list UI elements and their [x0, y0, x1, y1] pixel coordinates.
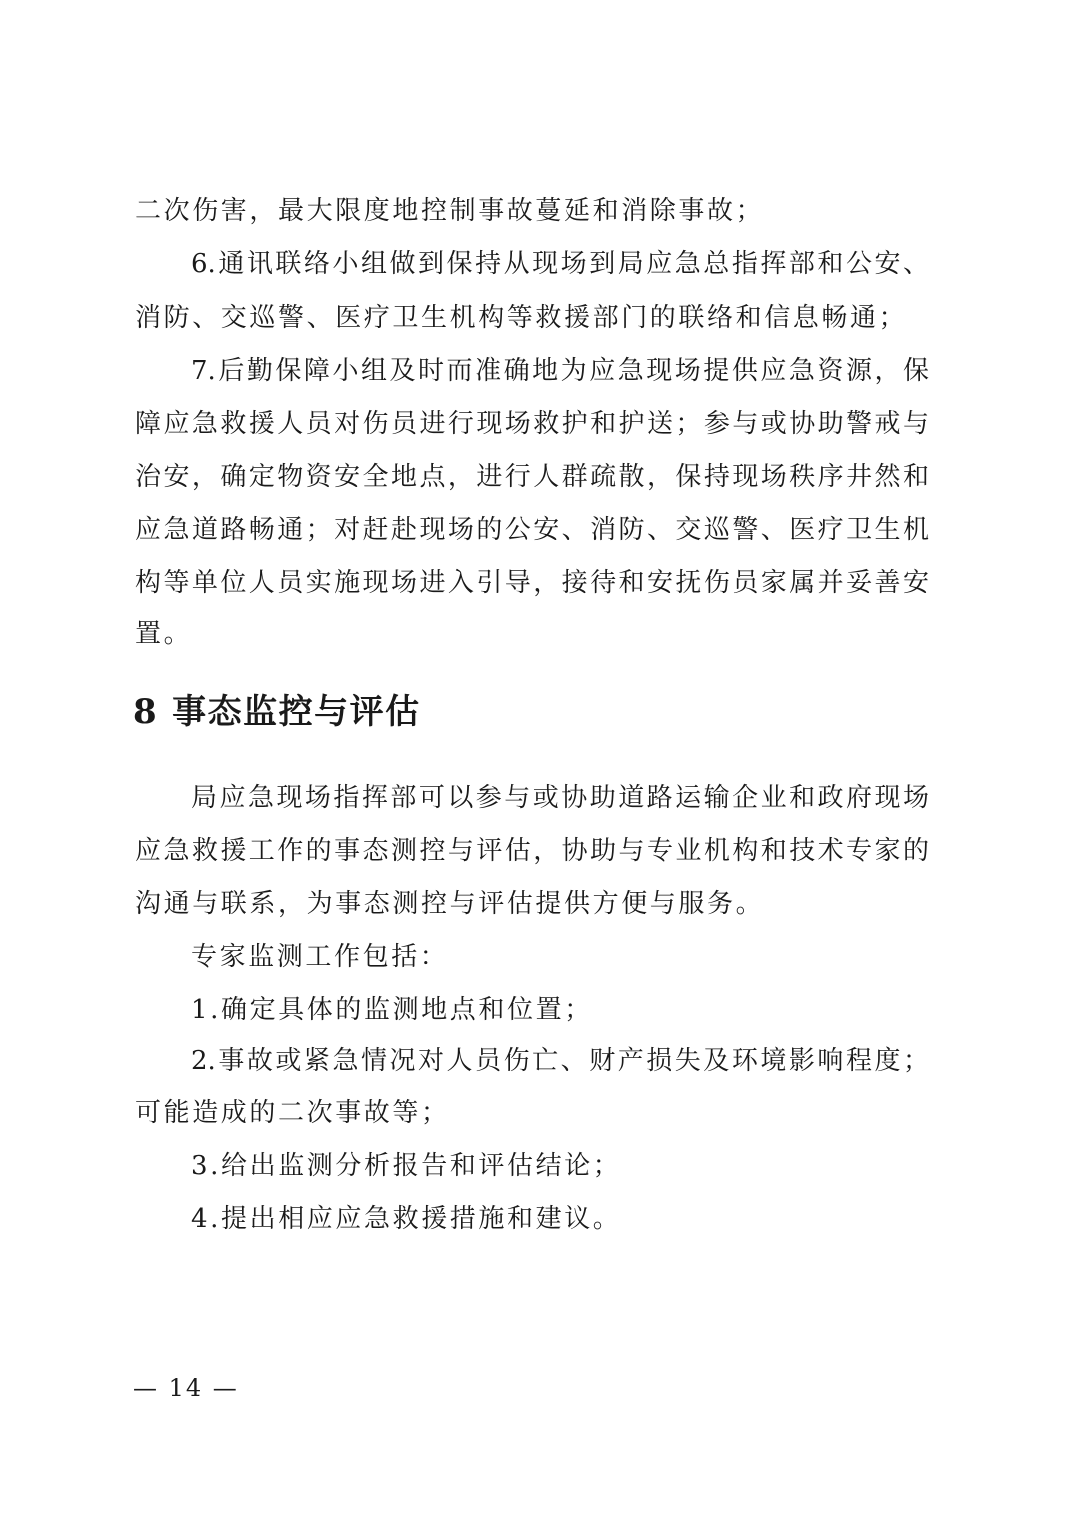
- section-title: 事态监控与评估: [172, 692, 421, 732]
- body-line: 应急救援工作的事态测控与评估，协助与专业机构和技术专家的: [135, 836, 929, 866]
- body-line: 局应急现场指挥部可以参与或协助道路运输企业和政府现场: [191, 783, 929, 813]
- body-line: 3.给出监测分析报告和评估结论；: [191, 1151, 622, 1181]
- body-line: 消防、交巡警、医疗卫生机构等救援部门的联络和信息畅通；: [135, 303, 908, 333]
- body-line: 应急道路畅通；对赶赴现场的公安、消防、交巡警、医疗卫生机: [135, 515, 929, 545]
- page-number: — 14 —: [133, 1374, 239, 1402]
- body-line: 置。: [135, 619, 193, 649]
- body-line: 4.提出相应应急救援措施和建议。: [191, 1204, 622, 1234]
- section-number: 8: [133, 692, 159, 732]
- body-line: 6.通讯联络小组做到保持从现场到局应急总指挥部和公安、: [191, 249, 929, 279]
- body-line: 沟通与联系，为事态测控与评估提供方便与服务。: [135, 889, 765, 919]
- body-line: 1.确定具体的监测地点和位置；: [191, 995, 593, 1025]
- section-heading: [133, 690, 421, 734]
- body-line: 7.后勤保障小组及时而准确地为应急现场提供应急资源，保: [191, 356, 929, 386]
- body-line: 专家监测工作包括：: [191, 942, 449, 972]
- body-line: 二次伤害，最大限度地控制事故蔓延和消除事故；: [135, 196, 765, 226]
- body-line: 治安，确定物资安全地点，进行人群疏散，保持现场秩序井然和: [135, 462, 929, 492]
- body-line: 可能造成的二次事故等；: [135, 1098, 450, 1128]
- body-line: 2.事故或紧急情况对人员伤亡、财产损失及环境影响程度；: [191, 1046, 929, 1076]
- body-line: 构等单位人员实施现场进入引导，接待和安抚伤员家属并妥善安: [135, 568, 929, 598]
- body-line: 障应急救援人员对伤员进行现场救护和护送；参与或协助警戒与: [135, 409, 929, 439]
